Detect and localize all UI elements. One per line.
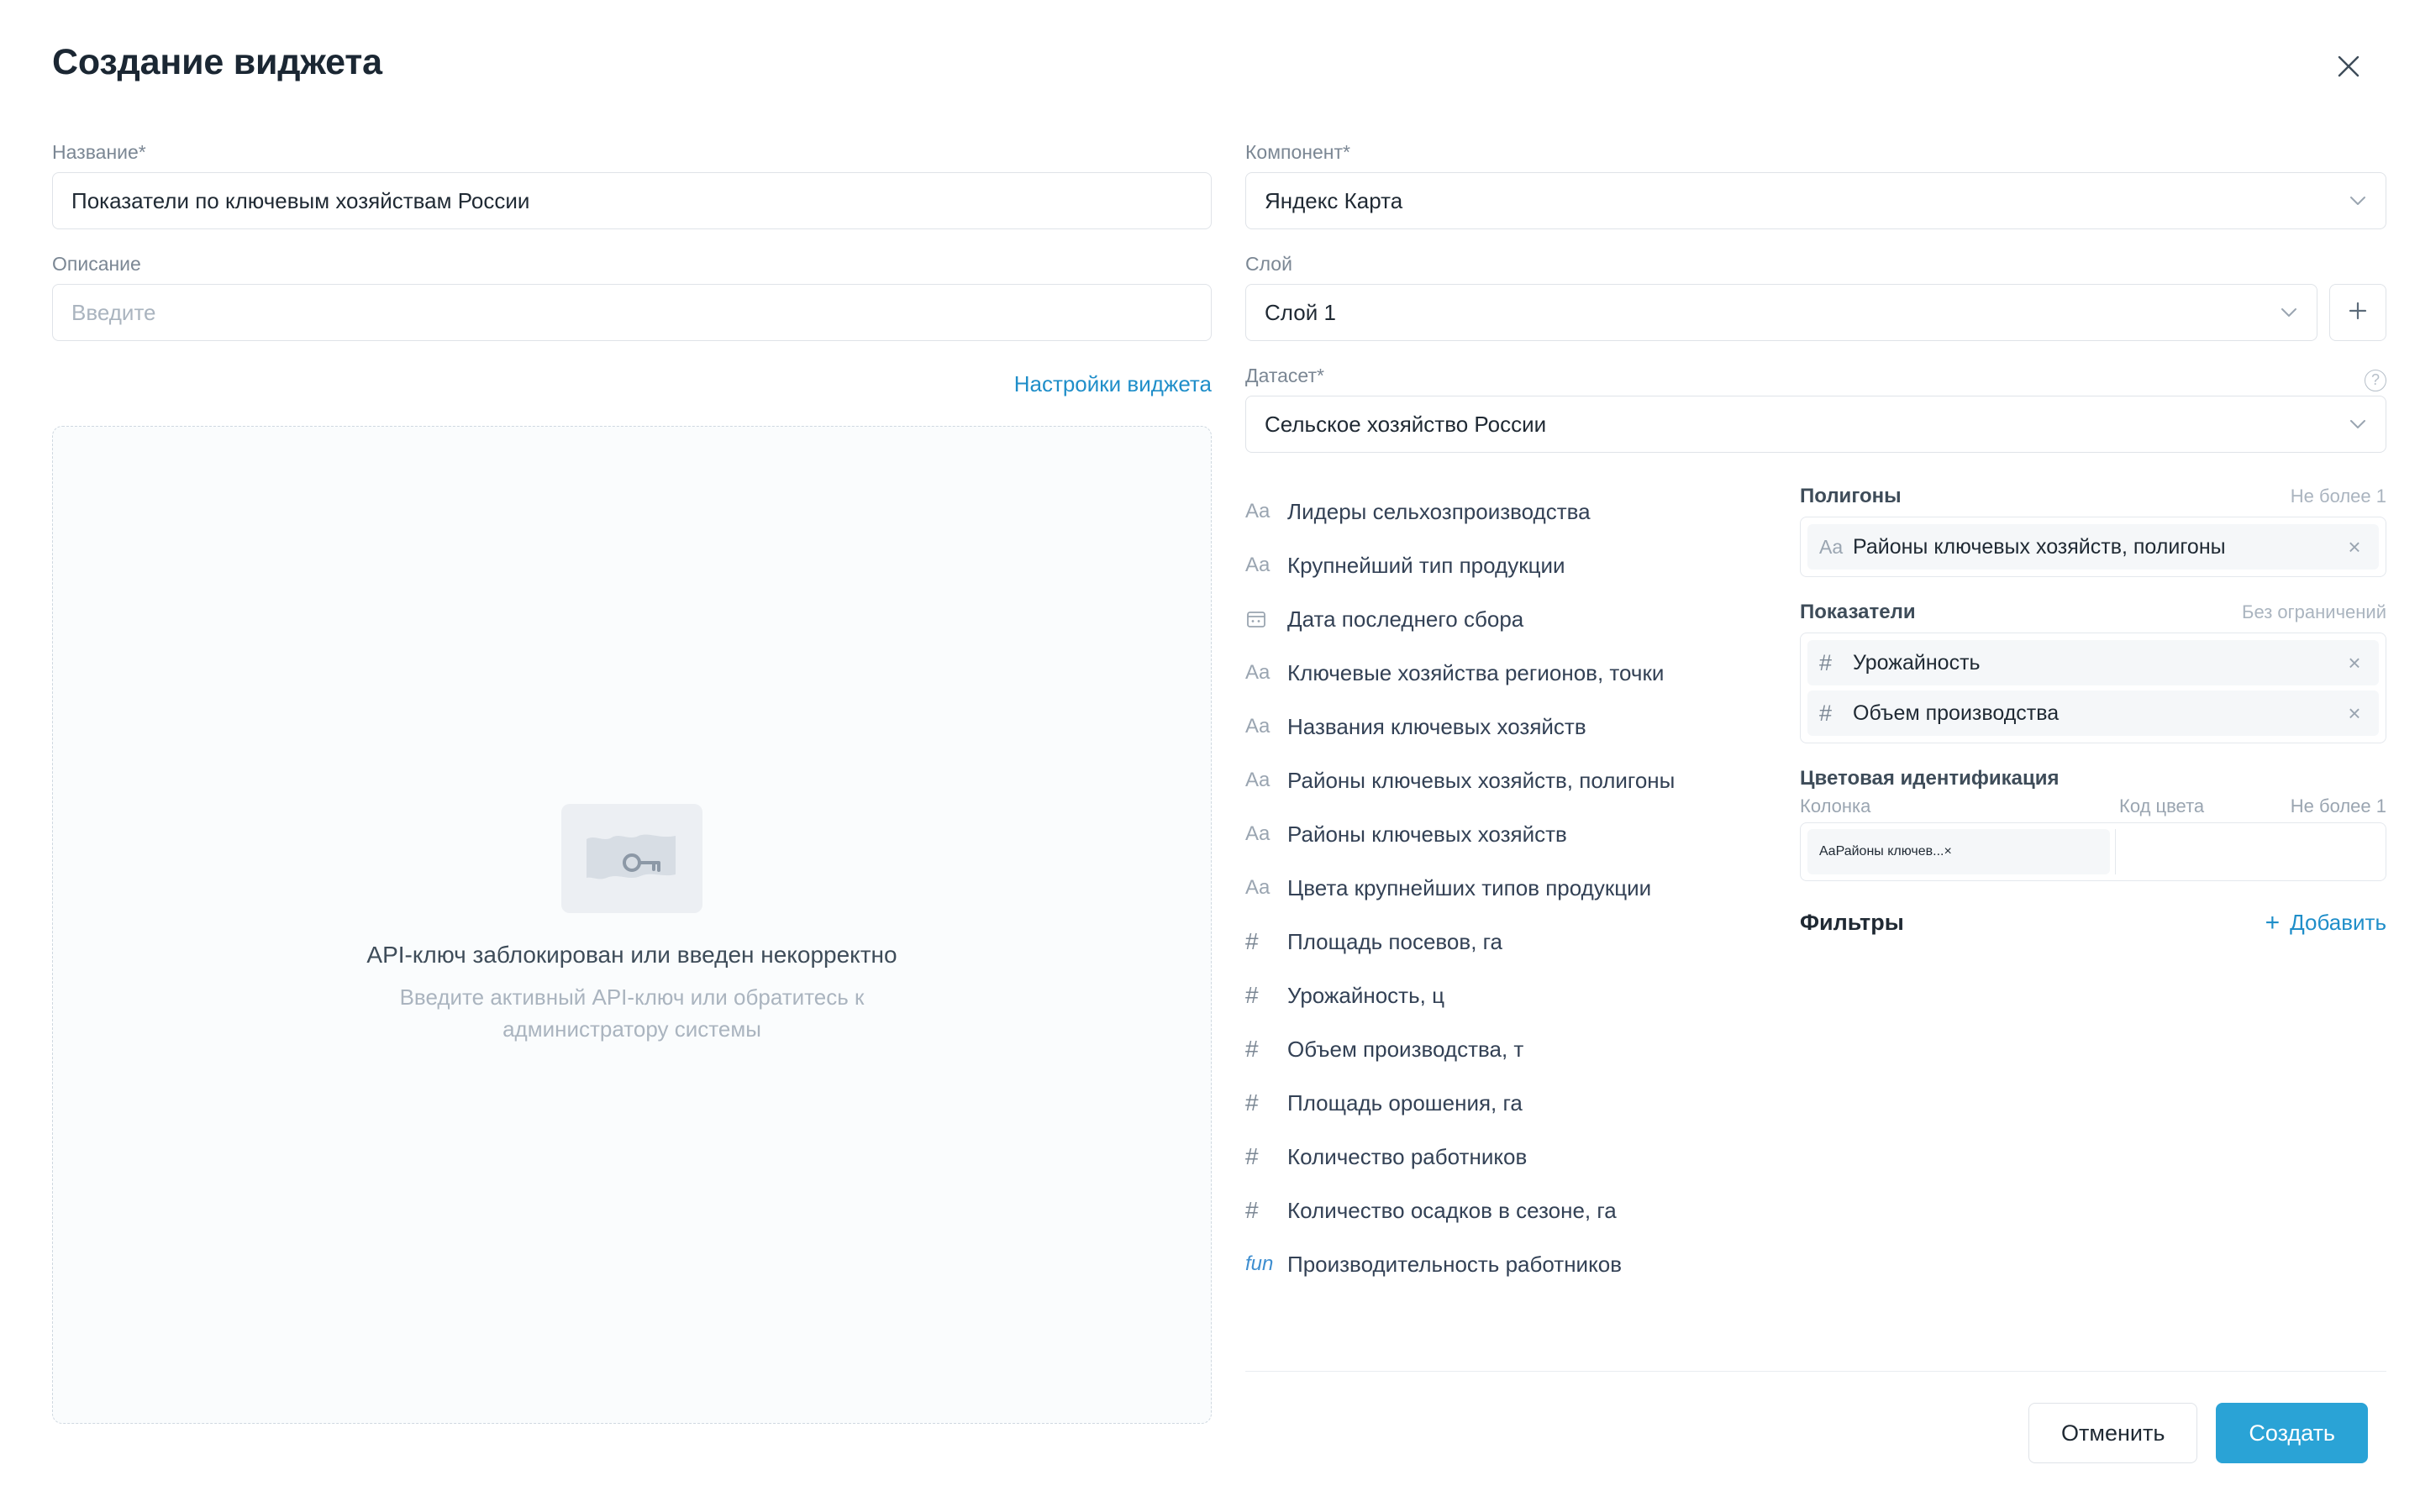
field-label: Урожайность, ц bbox=[1287, 982, 1444, 1008]
close-icon[interactable]: × bbox=[1944, 844, 1952, 858]
color-code-label: Код цвета bbox=[2119, 795, 2205, 816]
text-type-icon: Aa bbox=[1245, 554, 1270, 576]
list-item[interactable] bbox=[1807, 829, 2110, 874]
text-type-icon: Aa bbox=[1819, 535, 1844, 558]
metrics-zone-title: Показатели bbox=[1800, 601, 1916, 623]
preview-error-title: API-ключ заблокирован или введен некорректно bbox=[366, 942, 897, 969]
cancel-button[interactable]: Отменить bbox=[2028, 1403, 2197, 1463]
list-item[interactable] bbox=[1245, 485, 1766, 538]
polygons-zone-header bbox=[1800, 485, 2386, 508]
field-label: Количество осадков в сезоне, га bbox=[1287, 1197, 1617, 1223]
list-item[interactable] bbox=[1245, 861, 1766, 915]
widget-settings-link[interactable]: Настройки виджета bbox=[1013, 371, 1212, 396]
list-item[interactable] bbox=[1245, 753, 1766, 807]
component-select[interactable] bbox=[1245, 172, 2386, 229]
list-item[interactable] bbox=[1245, 1076, 1766, 1130]
text-type-icon: Aa bbox=[1245, 876, 1270, 899]
plus-icon: + bbox=[2265, 908, 2281, 937]
description-field-group bbox=[52, 253, 1212, 341]
description-label: Описание bbox=[52, 253, 141, 275]
number-type-icon: # bbox=[1245, 1197, 1259, 1223]
list-item[interactable] bbox=[1245, 807, 1766, 861]
list-item[interactable] bbox=[1245, 915, 1766, 969]
help-icon[interactable]: ? bbox=[2365, 370, 2386, 391]
list-item[interactable] bbox=[1245, 1184, 1766, 1237]
calendar-icon bbox=[1245, 608, 1274, 630]
name-input[interactable] bbox=[52, 172, 1212, 229]
polygons-zone-hint: Не более 1 bbox=[2290, 486, 2386, 507]
chip-label: Урожайность bbox=[1853, 650, 1981, 675]
field-label: Лидеры сельхозпроизводства bbox=[1287, 498, 1591, 524]
drop-zones bbox=[1800, 485, 2386, 1291]
close-icon[interactable]: × bbox=[2348, 701, 2361, 726]
list-item[interactable] bbox=[1245, 1022, 1766, 1076]
metrics-zone-hint: Без ограничений bbox=[2242, 601, 2386, 622]
field-label: Цвета крупнейших типов продукции bbox=[1287, 874, 1652, 900]
field-label: Объем производства, т bbox=[1287, 1036, 1524, 1062]
color-identification-subheader bbox=[1800, 795, 2386, 817]
add-filter-label: Добавить bbox=[2290, 910, 2386, 935]
add-filter-button[interactable] bbox=[2265, 910, 2386, 936]
color-identification-title: Цветовая идентификация bbox=[1800, 767, 2060, 790]
dataset-select-value: Сельское хозяйство России bbox=[1265, 411, 1547, 437]
field-label: Дата последнего сбора bbox=[1287, 606, 1524, 632]
number-type-icon: # bbox=[1245, 1089, 1259, 1116]
filters-section bbox=[1800, 910, 2386, 936]
field-label: Производительность работников bbox=[1287, 1251, 1623, 1277]
field-label: Крупнейший тип продукции bbox=[1287, 552, 1565, 578]
close-icon[interactable] bbox=[2329, 47, 2368, 86]
number-type-icon: # bbox=[1245, 1143, 1259, 1169]
filters-title: Фильтры bbox=[1800, 910, 1904, 935]
function-type-icon: fun bbox=[1245, 1252, 1274, 1275]
list-item[interactable] bbox=[1245, 646, 1766, 700]
list-item[interactable] bbox=[1245, 538, 1766, 592]
preview-error-subtitle: Введите активный API-ключ или обратитесь к администратору системы bbox=[399, 984, 865, 1042]
widget-preview-area bbox=[52, 426, 1212, 1424]
number-type-icon: # bbox=[1245, 928, 1259, 954]
dataset-label: Датасет* bbox=[1245, 365, 1324, 386]
metrics-zone-header bbox=[1800, 601, 2386, 624]
plus-icon bbox=[2346, 299, 2370, 327]
right-panel bbox=[1245, 141, 2386, 1291]
component-select-value: Яндекс Карта bbox=[1265, 187, 1403, 213]
dataset-field-group bbox=[1245, 365, 2386, 453]
field-label: Названия ключевых хозяйств bbox=[1287, 713, 1586, 739]
list-item[interactable] bbox=[1245, 1237, 1766, 1291]
field-label: Площадь посевов, га bbox=[1287, 928, 1503, 954]
layer-select[interactable] bbox=[1245, 284, 2317, 341]
component-label: Компонент* bbox=[1245, 141, 1350, 163]
list-item[interactable] bbox=[1245, 700, 1766, 753]
number-type-icon: # bbox=[1245, 982, 1259, 1008]
number-type-icon: # bbox=[1819, 649, 1833, 675]
name-field-group bbox=[52, 141, 1212, 229]
field-label: Площадь орошения, га bbox=[1287, 1089, 1523, 1116]
list-item[interactable] bbox=[1807, 524, 2379, 570]
chip-label: Объем производства bbox=[1853, 701, 2060, 725]
color-identification-zone bbox=[1800, 767, 2386, 881]
dataset-select[interactable] bbox=[1245, 396, 2386, 453]
close-icon[interactable]: × bbox=[2348, 650, 2361, 675]
chip-label: Районы ключев... bbox=[1835, 844, 1944, 858]
page-title: Создание виджета bbox=[52, 42, 382, 82]
list-item[interactable] bbox=[1245, 969, 1766, 1022]
close-icon[interactable]: × bbox=[2348, 534, 2361, 559]
number-type-icon: # bbox=[1819, 700, 1833, 726]
text-type-icon: Aa bbox=[1245, 822, 1270, 845]
text-type-icon: Aa bbox=[1245, 500, 1270, 522]
polygons-zone-title: Полигоны bbox=[1800, 485, 1902, 507]
world-map-key-icon bbox=[561, 804, 702, 913]
color-identification-box[interactable] bbox=[1800, 822, 2386, 881]
divider bbox=[1245, 1371, 2386, 1372]
dataset-mapping-area bbox=[1245, 485, 2386, 1291]
field-label: Районы ключевых хозяйств, полигоны bbox=[1287, 767, 1676, 793]
field-label: Количество работников bbox=[1287, 1143, 1528, 1169]
field-label: Районы ключевых хозяйств bbox=[1287, 821, 1567, 847]
list-item[interactable] bbox=[1245, 1130, 1766, 1184]
chevron-down-icon bbox=[2278, 302, 2300, 323]
list-item[interactable] bbox=[1807, 690, 2379, 736]
component-field-group bbox=[1245, 141, 2386, 229]
add-layer-button[interactable] bbox=[2329, 284, 2386, 341]
color-identification-hint: Не более 1 bbox=[2290, 795, 2386, 816]
text-type-icon: Aa bbox=[1245, 715, 1270, 738]
description-input[interactable] bbox=[52, 284, 1212, 341]
metrics-zone-box[interactable] bbox=[1800, 633, 2386, 743]
text-type-icon: Aa bbox=[1819, 844, 1836, 858]
metrics-zone bbox=[1800, 601, 2386, 743]
chip-label: Районы ключевых хозяйств, полигоны bbox=[1853, 534, 2226, 559]
chevron-down-icon bbox=[2347, 190, 2369, 212]
layer-select-value: Слой 1 bbox=[1265, 299, 1336, 325]
number-type-icon: # bbox=[1245, 1036, 1259, 1062]
dialog-footer bbox=[2028, 1403, 2368, 1463]
dataset-fields-list bbox=[1245, 485, 1766, 1291]
text-type-icon: Aa bbox=[1245, 769, 1270, 791]
left-panel bbox=[52, 141, 1212, 1424]
chevron-down-icon bbox=[2347, 413, 2369, 435]
list-item[interactable] bbox=[1807, 640, 2379, 685]
dialog-header bbox=[52, 42, 2368, 92]
polygons-zone-box[interactable] bbox=[1800, 517, 2386, 577]
name-label: Название* bbox=[52, 141, 146, 163]
layer-label: Слой bbox=[1245, 253, 1292, 275]
field-label: Ключевые хозяйства регионов, точки bbox=[1287, 659, 1665, 685]
divider bbox=[2115, 829, 2116, 874]
list-item[interactable] bbox=[1245, 592, 1766, 646]
layer-field-group bbox=[1245, 253, 2386, 341]
layer-row bbox=[1245, 284, 2386, 341]
column-label: Колонка bbox=[1800, 795, 1871, 816]
dataset-label-row bbox=[1245, 365, 2386, 396]
text-type-icon: Aa bbox=[1245, 661, 1270, 684]
polygons-zone bbox=[1800, 485, 2386, 577]
create-button[interactable]: Создать bbox=[2216, 1403, 2368, 1463]
